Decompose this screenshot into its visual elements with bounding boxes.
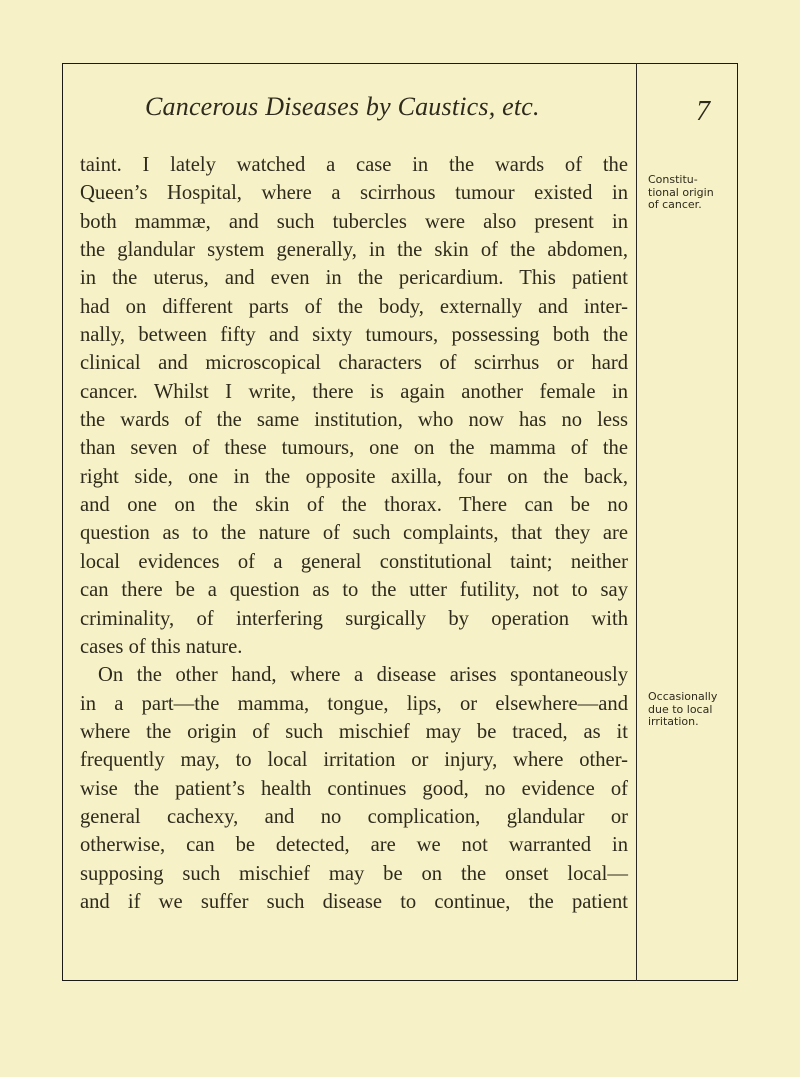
margin-note-line: Constitu- (648, 173, 698, 186)
text-line: nally, between fifty and sixty tumours, possessing both the (80, 324, 628, 347)
text-line: wise the patient’s health continues good, no evidence of (80, 777, 628, 800)
text-line: local evidences of a general constitutional taint; neither (80, 550, 628, 573)
text-line: had on different parts of the body, externally and inter- (80, 295, 628, 318)
text-line: the glandular system generally, in the skin of the abdomen, (80, 239, 628, 262)
text-line: right side, one in the opposite axilla, four on the back, (80, 465, 628, 488)
margin-note-local-irritation (648, 691, 740, 729)
running-title: Cancerous Diseases by Caustics, etc. (145, 92, 540, 121)
text-line: cancer. Whilst I write, there is again another female in (80, 380, 628, 403)
text-line: and if we suffer such disease to continue, the patient (80, 890, 628, 913)
margin-note-line: due to local (648, 702, 713, 716)
body-text (80, 151, 628, 916)
text-line: supposing such mischief may be on the onset local— (80, 862, 628, 885)
text-line: frequently may, to local irritation or injury, where other- (80, 749, 628, 772)
text-line: taint. I lately watched a case in the wards of the (80, 154, 628, 176)
text-line: otherwise, can be detected, are we not warranted in (80, 834, 628, 857)
text-line: general cachexy, and no complication, glandular or (80, 805, 628, 828)
text-line: where the origin of such mischief may be traced, as it (80, 720, 628, 743)
text-line: criminality, of interfering surgically by operation with (80, 607, 628, 630)
text-line: than seven of these tumours, one on the mamma of the (80, 437, 628, 460)
text-line: both mammæ, and such tubercles were also present in (80, 210, 628, 233)
margin-note-line: tional origin (648, 185, 714, 199)
text-line: On the other hand, where a disease arises spontaneously (98, 664, 628, 687)
text-line: Queen’s Hospital, where a scirrhous tumour existed in (80, 182, 628, 205)
page-number: 7 (696, 96, 710, 127)
text-line: the wards of the same institution, who now has no less (80, 409, 628, 432)
margin-note-line: of cancer. (648, 198, 702, 211)
text-line: and one on the skin of the thorax. There can be no (80, 494, 628, 517)
margin-note-line: Occasionally (648, 690, 718, 703)
margin-divider (636, 63, 637, 981)
text-line: cases of this nature. (80, 635, 243, 658)
frame-left-rule (62, 63, 63, 981)
margin-note-constitutional-origin (648, 174, 740, 212)
text-line: can there be a question as to the utter futility, not to say (80, 579, 628, 602)
text-line: in a part—the mamma, tongue, lips, or elsewhere—and (80, 692, 628, 715)
text-line: clinical and microscopical characters of scirrhus or hard (80, 352, 628, 375)
text-line: in the uterus, and even in the pericardium. This patient (80, 267, 628, 290)
margin-note-line: irritation. (648, 715, 699, 728)
text-line: question as to the nature of such complaints, that they are (80, 522, 628, 545)
